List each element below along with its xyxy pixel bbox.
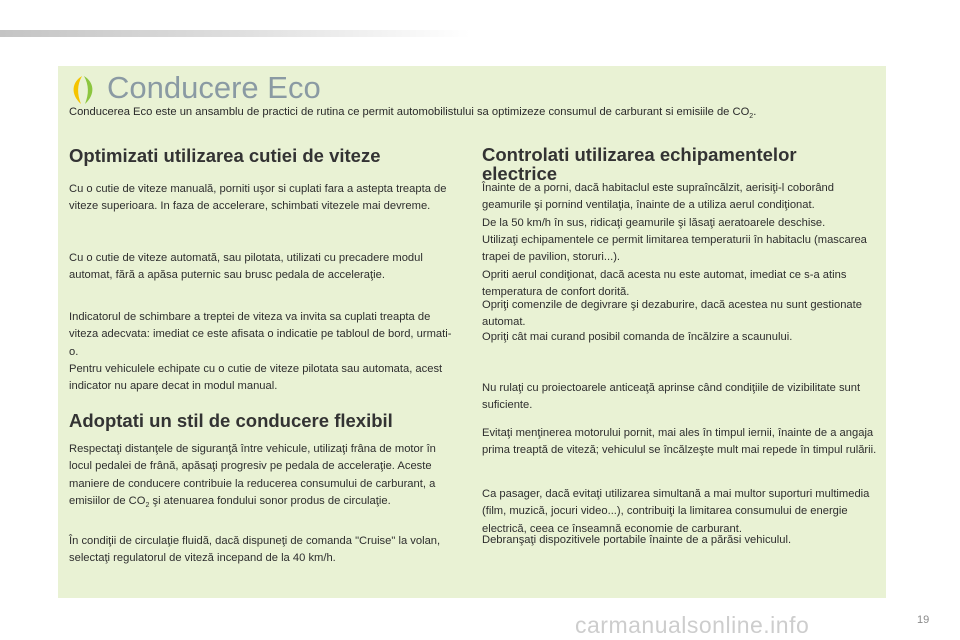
intro-subscript: 2 [749,113,754,121]
leaf-green [84,76,92,104]
para-ventilation: Înainte de a porni, dacă habitaclul este supraîncălzit, aerisiţi-l coborând geamurile şi pornind ventilaţia, înainte de a utiliza aerul condiţionat. [482,182,834,212]
eco-leaf-icon [68,74,98,106]
para-unplug-devices: Debranşaţi dispozitivele portabile înainte de a părăsi vehiculul. [482,534,792,546]
heading-gearbox: Optimizati utilizarea cutiei de viteze [69,145,381,166]
watermark: carmanualsonline.info [575,612,810,638]
heading-driving-style: Adoptati un stil de conducere flexibil [69,410,393,431]
para-automatic-gearbox: Cu o cutie de viteze automată, sau pilotata, utilizati cu precadere modul automat, fără a apăsa puternic sau brusc pedala de acceleraţie. [69,252,423,282]
heading-electrical: Controlati utilizarea echipamentelor electrice [482,144,797,184]
intro-end: . [753,106,757,118]
para-multimedia: Ca pasager, dacă evitaţi utilizarea simultană a mai multor suporturi multimedia (film, muzică, jocuri video...), contribuiţi la limitarea consumului de energie electrică, ceea ce înseamnă economie de carburant. [482,488,870,535]
intro-main: Conducerea Eco este un ansamblu de practici de rutina ce permit automobilistului sa optimizeze consumul de carburant si emisiile de CO [69,106,750,118]
para-defrost: Opriţi comenzile de degivrare şi dezaburire, dacă acestea nu sunt gestionate automat. [482,299,862,329]
top-decorative-bar [0,30,470,37]
para-windows: De la 50 km/h în sus, ridicaţi geamurile şi lăsaţi aeratoarele deschise. [482,217,826,229]
leaf-yellow [74,76,82,104]
para-safety-distance-a: Respectaţi distanţele de siguranţă între vehicule, utilizaţi frâna de motor în locul pedalei de frână, apăsaţi progresiv pe pedala de acceleraţie. Aceste maniere de conducere contribuie la reducerea consumului de carburant, a emisiilor de CO [69,443,436,508]
para-seat-heating: Opriţi cât mai curand posibil comanda de încălzire a scaunului. [482,331,793,343]
page-number: 19 [917,614,930,626]
para-engine-idle: Evitaţi menţinerea motorului pornit, mai ales în timpul iernii, înainte de a angaja prima treaptă de viteză; vehiculul se încălzeşte mult mai repede în timpul rulării. [482,427,877,457]
para-safety-distance [69,441,459,511]
para-gear-indicator-note: Pentru vehiculele echipate cu o cutie de viteze pilotata sau automata, acest indicator nu apare decat in modul manual. [69,363,443,393]
para-fog-lights: Nu rulaţi cu proiectoarele anticeaţă aprinse când condiţiile de vizibilitate sunt suficiente. [482,382,861,412]
para-manual-gearbox: Cu o cutie de viteze manuală, porniti uşor si cuplati fara a astepta treapta de viteze superioara. In faza de accelerare, schimbati vitezele mai devreme. [69,183,447,213]
para-cruise-control: În condiţii de circulaţie fluidă, dacă dispuneţi de comanda "Cruise" la volan, selectaţi regulatorul de viteză incepand de la 40 km/h. [69,535,441,565]
page-title: Conducere Eco [107,70,321,105]
para-temperature: Utilizaţi echipamentele ce permit limitarea temperaturii în habitaclu (mascarea trapei de pavilion, storuri...). [482,234,867,264]
para-air-conditioning: Opriti aerul condiţionat, dacă acesta nu este automat, imediat ce s-a atins temperatura de confort dorită. [482,269,847,299]
para-gear-indicator: Indicatorul de schimbare a treptei de viteza va invita sa cuplati treapta de viteza adecvata: imediat ce este afisata o indicatie pe tabloul de bord, urmati-o. [69,311,452,358]
para-safety-distance-b: şi atenuarea fondului sonor produs de circulaţie. [149,495,391,508]
intro-text [69,105,879,124]
co2-subscript: 2 [145,502,150,510]
